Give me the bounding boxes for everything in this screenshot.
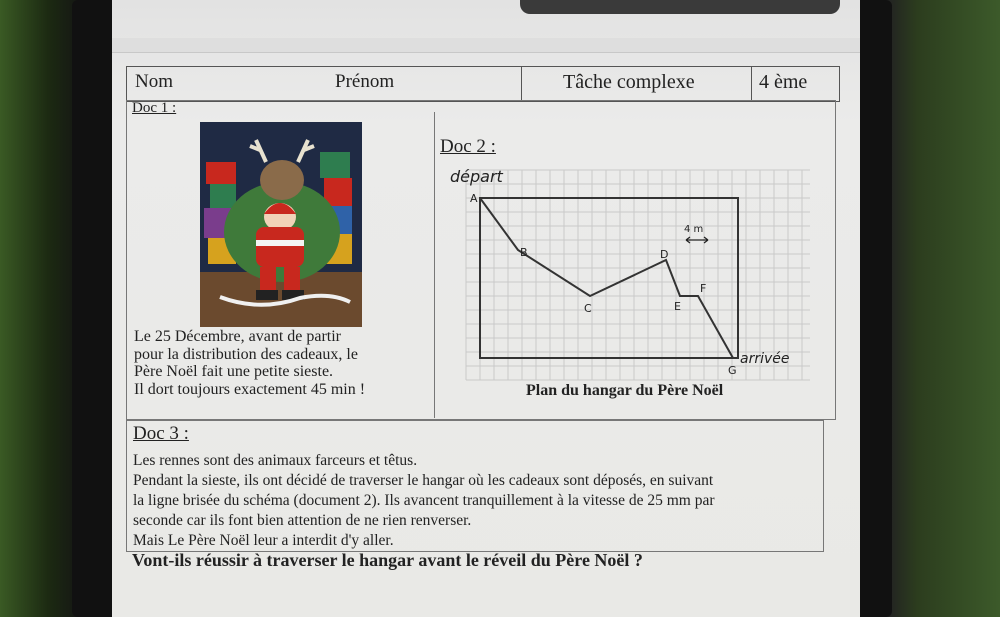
worksheet — [122, 60, 840, 616]
doc3-line: seconde car ils font bien attention de ne rien renverser. — [133, 512, 472, 529]
doc3-text — [133, 451, 823, 551]
plan-caption: Plan du hangar du Père Noël — [526, 382, 724, 399]
grade-level: 4 ème — [759, 71, 808, 93]
doc1-label: Doc 1 : — [132, 100, 177, 116]
header-divider — [521, 67, 522, 101]
doc3-line: la ligne brisée du schéma (document 2). Ils avancent tranquillement à la vitesse de 25 mm par — [133, 492, 715, 509]
doc1-line: Il dort toujours exactement 45 min ! — [134, 380, 366, 398]
point-c-label: C — [584, 302, 592, 315]
santa-illustration — [200, 122, 362, 327]
scale-label: 4 m — [684, 224, 704, 235]
point-g-label: G — [728, 364, 737, 377]
doc1-text — [134, 328, 434, 398]
arrivee-label: arrivée — [740, 351, 790, 367]
header-row — [126, 66, 840, 102]
doc3-box — [126, 420, 824, 552]
column-divider — [434, 112, 435, 418]
doc3-line: Pendant la sieste, ils ont décidé de traverser le hangar où les cadeaux sont déposés, en suivant — [133, 472, 714, 489]
scale-arrow — [686, 237, 708, 243]
task-title: Tâche complexe — [563, 71, 695, 93]
firstname-field-label: Prénom — [335, 71, 395, 92]
point-e-label: E — [674, 300, 681, 313]
hangar-outline — [480, 198, 738, 358]
hangar-plan — [438, 160, 818, 390]
point-f-label: F — [700, 282, 707, 295]
screen-top-bar — [112, 38, 860, 53]
name-field-label: Nom — [135, 71, 173, 92]
device-notch — [520, 0, 840, 14]
header-divider — [751, 67, 752, 101]
depart-label: départ — [450, 167, 503, 186]
doc3-line: Mais Le Père Noël leur a interdit d'y aller. — [133, 532, 394, 549]
point-a-label: A — [470, 192, 478, 205]
doc3-label: Doc 3 : — [133, 423, 189, 444]
plan-grid — [466, 170, 810, 380]
doc2-label: Doc 2 : — [440, 136, 496, 157]
doc1-line: Le 25 Décembre, avant de partir — [134, 328, 342, 345]
question-text: Vont-ils réussir à traverser le hangar avant le réveil du Père Noël ? — [132, 550, 643, 570]
doc3-line: Les rennes sont des animaux farceurs et têtus. — [133, 452, 418, 469]
point-b-label: B — [520, 246, 528, 259]
doc1-line: Père Noël fait une petite sieste. — [134, 363, 334, 380]
doc1-line: pour la distribution des cadeaux, le — [134, 345, 358, 363]
point-d-label: D — [660, 248, 669, 261]
